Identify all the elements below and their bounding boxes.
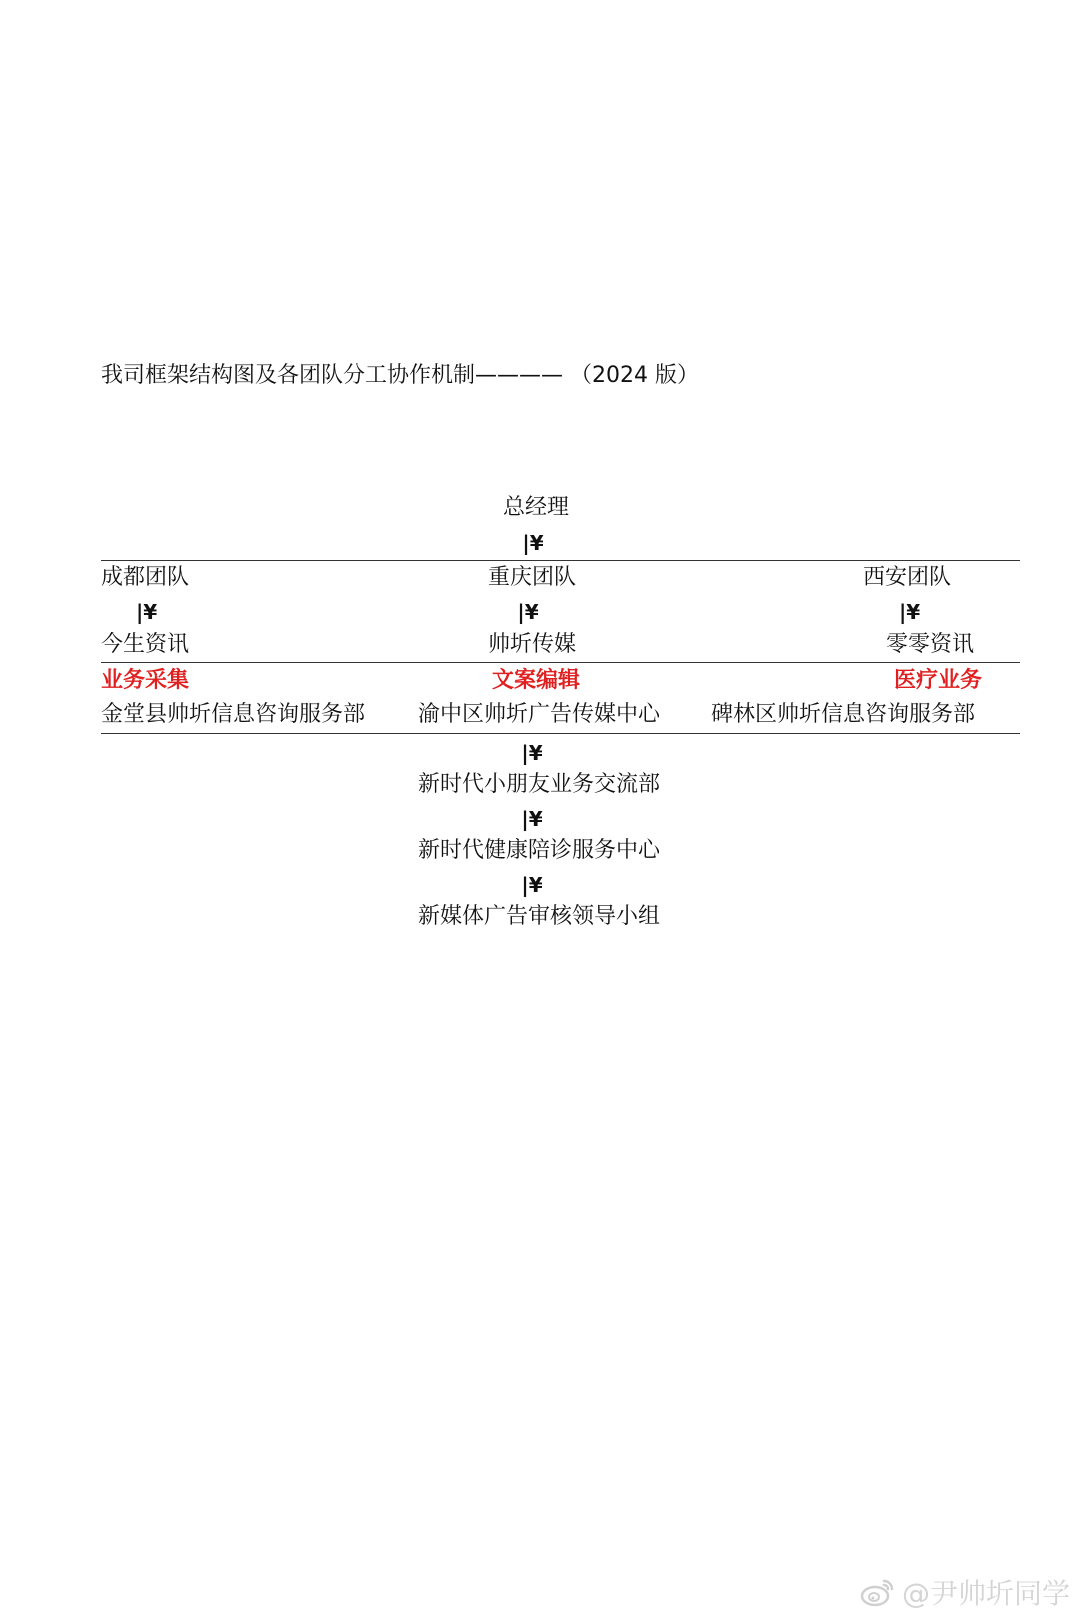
team-connector-xian: |¥ <box>899 600 921 624</box>
team-company-xian: 零零资讯 <box>886 632 975 657</box>
department-chengdu: 金堂县帅圻信息咨询服务部 <box>101 702 366 727</box>
chart-title: 我司框架结构图及各团队分工协作机制———— （2024 版） <box>101 363 699 388</box>
team-name-chengdu: 成都团队 <box>101 565 190 590</box>
team-company-chengdu: 今生资讯 <box>101 632 190 657</box>
team-name-chongqing: 重庆团队 <box>487 565 577 590</box>
business-area-chongqing: 文案编辑 <box>491 668 581 693</box>
divider-line <box>101 662 1020 663</box>
watermark-text: @尹帅圻同学 <box>901 1577 1070 1610</box>
chain-node: 新时代健康陪诊服务中心 <box>418 838 661 863</box>
watermark <box>860 1572 1070 1612</box>
chain-node: 新媒体广告审核领导小组 <box>418 904 661 929</box>
team-connector-chongqing: |¥ <box>517 600 539 624</box>
business-area-xian: 医疗业务 <box>893 668 982 693</box>
chain-connector: |¥ <box>521 741 543 765</box>
chain-connector: |¥ <box>521 807 543 831</box>
chain-connector: |¥ <box>521 873 543 897</box>
divider-line <box>101 560 1020 561</box>
team-company-chongqing: 帅圻传媒 <box>487 632 577 657</box>
root-connector: |¥ <box>522 531 544 555</box>
team-connector-chengdu: |¥ <box>136 600 158 624</box>
department-xian: 碑林区帅圻信息咨询服务部 <box>710 702 975 727</box>
department-chongqing: 渝中区帅圻广告传媒中心 <box>418 702 661 727</box>
team-name-xian: 西安团队 <box>863 565 952 590</box>
business-area-chengdu: 业务采集 <box>101 668 190 693</box>
root-node-general-manager: 总经理 <box>502 495 570 520</box>
chain-node: 新时代小朋友业务交流部 <box>418 772 661 797</box>
divider-line <box>101 733 1020 734</box>
weibo-icon <box>860 1577 896 1607</box>
